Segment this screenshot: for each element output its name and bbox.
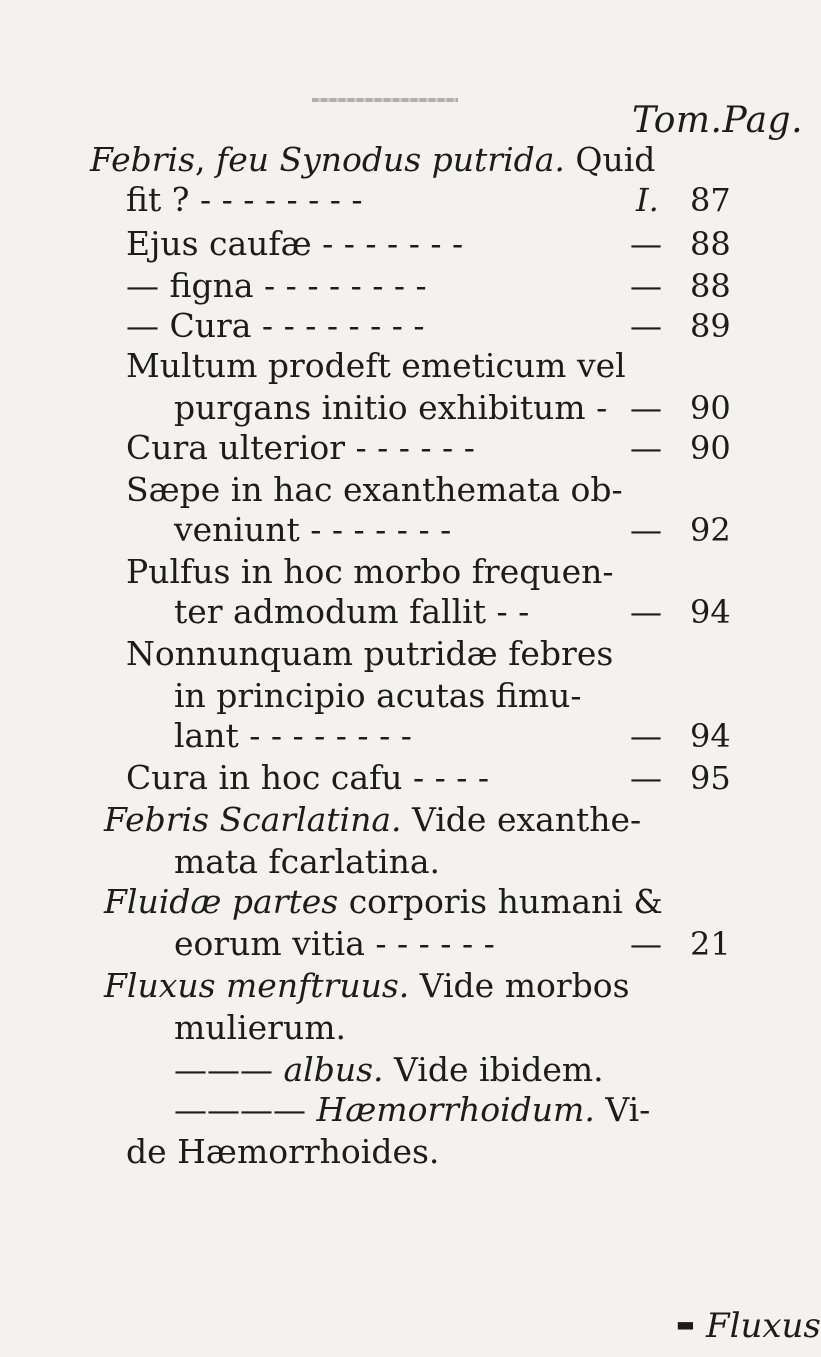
catchword: Fluxus (706, 1306, 821, 1346)
volume-ref: — (630, 759, 662, 797)
entry-segment: veniunt - - - - - - - (174, 510, 452, 549)
entry-segment: albus. (283, 1050, 384, 1089)
volume-ref: — (630, 511, 662, 549)
page-ref: 90 (690, 429, 731, 467)
index-entry-text (174, 592, 529, 632)
entry-segment: fit ? - - - - - - - - (126, 180, 363, 219)
index-entry-text (174, 842, 440, 882)
page-ref: 94 (690, 593, 731, 631)
entry-segment: Nonnunquam putridæ febres (126, 634, 614, 673)
page-ref: 21 (690, 925, 731, 963)
entry-segment: , (195, 140, 216, 179)
top-rule (312, 98, 458, 102)
volume-ref: — (630, 593, 662, 631)
index-entry-text (104, 882, 663, 922)
column-header: Tom.Pag. (632, 100, 804, 141)
page-ref: 94 (690, 717, 731, 755)
page-ref: 90 (690, 389, 731, 427)
index-entry-text (174, 924, 495, 964)
entry-segment: Febris Scarlatina. (104, 800, 402, 839)
index-entry-text (126, 266, 427, 306)
entry-segment: de Hæmorrhoides. (126, 1132, 440, 1171)
entry-segment: corporis humani & (338, 882, 663, 921)
entry-segment: Quid (564, 140, 656, 179)
page-ref: 88 (690, 267, 731, 305)
entry-segment: Multum prodeft emeticum vel (126, 346, 626, 385)
entry-segment: — Cura - - - - - - - - (126, 306, 425, 345)
entry-segment: Febris (90, 140, 196, 179)
volume-ref: — (630, 389, 662, 427)
index-entry-text (126, 470, 623, 510)
entry-segment: ———— (174, 1090, 317, 1129)
entry-segment: purgans initio exhibitum - (174, 388, 608, 427)
entry-segment: Pulfus in hoc morbo frequen- (126, 552, 614, 591)
volume-ref: — (630, 429, 662, 467)
index-entry-text (174, 716, 412, 756)
entry-segment: Vi- (594, 1090, 651, 1129)
index-entry-text (104, 800, 641, 840)
entry-segment: Sæpe in hac exanthemata ob- (126, 470, 623, 509)
entry-segment: mulierum. (174, 1008, 346, 1047)
page-ref: 89 (690, 307, 731, 345)
entry-segment: Vide ibidem. (383, 1050, 604, 1089)
volume-ref: — (630, 925, 662, 963)
entry-segment: Cura ulterior - - - - - - (126, 428, 475, 467)
entry-segment: Ejus caufæ - - - - - - - (126, 224, 464, 263)
index-entry-text (104, 966, 630, 1006)
entry-segment: ter admodum fallit - - (174, 592, 530, 631)
entry-segment: Hæmorrhoidum. (316, 1090, 595, 1129)
index-entry-text (126, 758, 489, 798)
entry-segment: feu Synodus putrida. (216, 140, 565, 179)
index-entry-text (126, 180, 363, 220)
entry-segment: Cura in hoc cafu - - - - (126, 758, 490, 797)
index-entry-text (90, 140, 655, 180)
index-entry-text (174, 676, 582, 716)
index-entry-text (126, 346, 626, 386)
index-entry-text (174, 1090, 650, 1130)
index-entry-text (174, 1008, 346, 1048)
index-entry-text (126, 634, 613, 674)
index-entry-text (126, 552, 614, 592)
volume-ref: — (630, 267, 662, 305)
volume-ref: — (630, 225, 662, 263)
index-entry-text (174, 510, 451, 550)
page-ref: 87 (690, 181, 731, 219)
index-entry-text (126, 428, 475, 468)
index-entry-text (126, 1132, 439, 1172)
volume-ref: — (630, 307, 662, 345)
entry-segment: Vide exanthe- (401, 800, 642, 839)
entry-segment: — figna - - - - - - - - (126, 266, 427, 305)
page-ref: 95 (690, 759, 731, 797)
entry-segment: Fluxus menftruus. (104, 966, 410, 1005)
page-ref: 92 (690, 511, 731, 549)
entry-segment: mata fcarlatina. (174, 842, 440, 881)
volume-ref: — (630, 717, 662, 755)
entry-segment: ——— (174, 1050, 284, 1089)
entry-segment: eorum vitia - - - - - - (174, 924, 495, 963)
entry-segment: Fluidæ partes (104, 882, 339, 921)
entry-segment: in principio acutas fimu- (174, 676, 582, 715)
index-entry-text (126, 224, 463, 264)
entry-segment: lant - - - - - - - - (174, 716, 412, 755)
entry-segment: Vide morbos (409, 966, 630, 1005)
index-entry-text (174, 388, 607, 428)
page-ref: 88 (690, 225, 731, 263)
index-entry-text (174, 1050, 604, 1090)
index-entry-text (126, 306, 425, 346)
catchword-mark: ▬ (676, 1312, 695, 1336)
volume-ref: I. (636, 181, 659, 219)
